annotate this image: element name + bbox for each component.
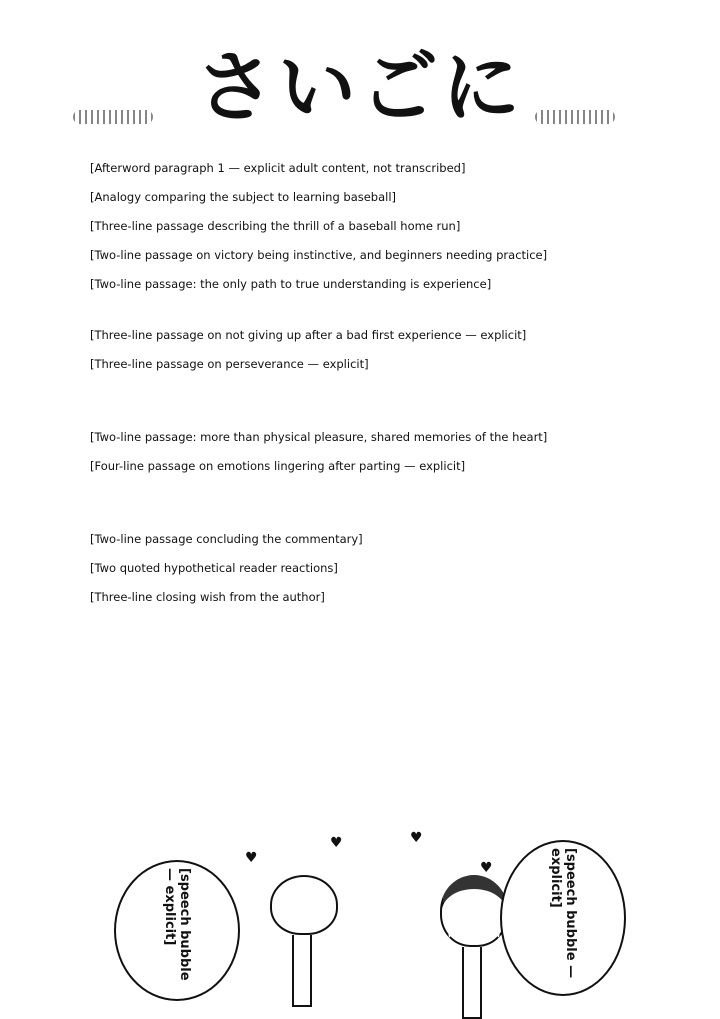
- paragraph: [Three-line passage describing the thrill of a baseball home run]: [90, 219, 461, 233]
- character-head: [440, 875, 508, 947]
- paragraph: [Four-line passage on emotions lingering after parting — explicit]: [90, 459, 466, 473]
- heart-icon: ♥: [480, 860, 493, 876]
- paragraph: [Two-line passage on victory being instinctive, and beginners needing practice]: [90, 248, 548, 262]
- paragraph: [Three-line passage on not giving up after a bad first experience — explicit]: [90, 328, 527, 342]
- title-row: [0, 38, 720, 138]
- paragraph: [Three-line closing wish from the author]: [90, 590, 325, 604]
- closing-illustration: [80, 820, 660, 1007]
- character-neck: [462, 947, 482, 1019]
- speech-bubble-left: [speech bubble — explicit]: [114, 860, 240, 1001]
- paragraph: [Two-line passage: more than physical pleasure, shared memories of the heart]: [90, 430, 548, 444]
- speech-bubble-right: [speech bubble — explicit]: [500, 840, 626, 996]
- character-right: [440, 875, 510, 1005]
- paragraph: [Three-line passage on perseverance — explicit]: [90, 357, 369, 371]
- heart-icon: ♥: [330, 835, 343, 851]
- character-neck: [292, 935, 312, 1007]
- character-head: [270, 875, 338, 935]
- character-left: [270, 875, 340, 1005]
- floral-ornament-icon: [73, 110, 153, 124]
- paragraph: [Two-line passage concluding the commentary]: [90, 532, 363, 546]
- heart-icon: ♥: [410, 830, 423, 846]
- heart-icon: ♥: [245, 850, 258, 866]
- paragraph: [Analogy comparing the subject to learning baseball]: [90, 190, 397, 204]
- afterword-body: [90, 160, 650, 618]
- paragraph: [Two-line passage: the only path to true understanding is experience]: [90, 277, 492, 291]
- paragraph: [Afterword paragraph 1 — explicit adult content, not transcribed]: [90, 161, 466, 175]
- floral-ornament-icon: [535, 110, 615, 124]
- page-title: さいごに: [195, 43, 524, 133]
- paragraph: [Two quoted hypothetical reader reactions]: [90, 561, 338, 575]
